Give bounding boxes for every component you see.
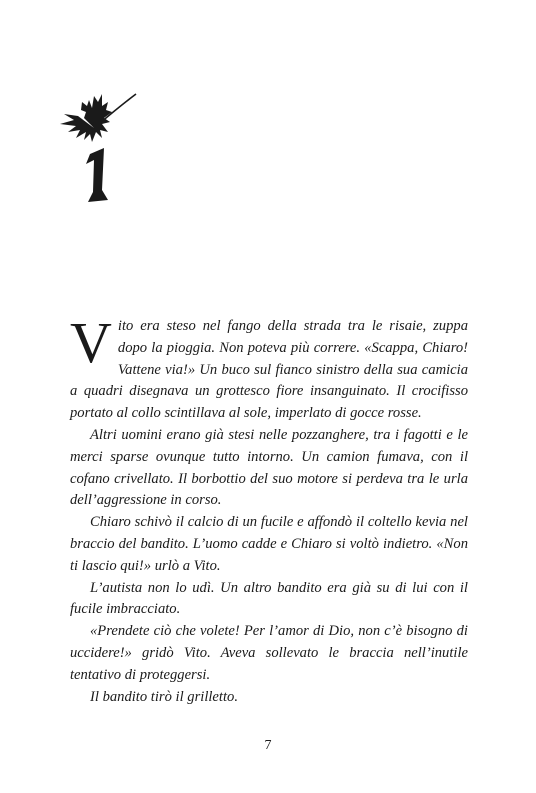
chapter-number	[80, 146, 114, 204]
paragraph: L’autista non lo udì. Un altro bandito era già su di lui con il fucile imbracciato.	[70, 579, 468, 618]
chapter-body	[70, 310, 468, 708]
paragraph: Il bandito tirò il grilletto.	[90, 688, 238, 705]
paragraph: Altri uomini erano già stesi nelle pozzanghere, tra i fagotti e le merci sparse ovunque tutto intorno. Un camion fumava, con il cofano crivellato. Il borbottio del suo motore si perdeva tra le urla dell’aggressione in corso.	[70, 426, 468, 509]
paragraph: Chiaro schivò il calcio di un fucile e affondò il coltello kevia nel braccio del bandito. L’uomo cadde e Chiaro si voltò indietro. «Non ti lascio qui!» urlò a Vito.	[70, 514, 468, 574]
page-number: 7	[264, 738, 272, 753]
chapter-number-glyph	[80, 146, 114, 204]
paragraph	[70, 310, 468, 425]
paragraph-text: ito era steso nel fango della strada tra le risaie, zuppa dopo la pioggia. Non poteva più correre. «Scappa, Chiaro! Vattene via!» Un buco sul fianco sinistro della sua camicia a quadri disegnava un grottesco fiore insanguinato. Il crocifisso portato al collo scintillava al sole, imperlato di gocce rosse.	[70, 318, 468, 422]
paragraph: «Prendete ciò che volete! Per l’amor di Dio, non c’è bisogno di uccidere!» gridò Vito. Aveva sollevato le braccia nell’inutile tentativo di proteggersi.	[70, 623, 468, 683]
drop-cap: V	[70, 310, 112, 375]
